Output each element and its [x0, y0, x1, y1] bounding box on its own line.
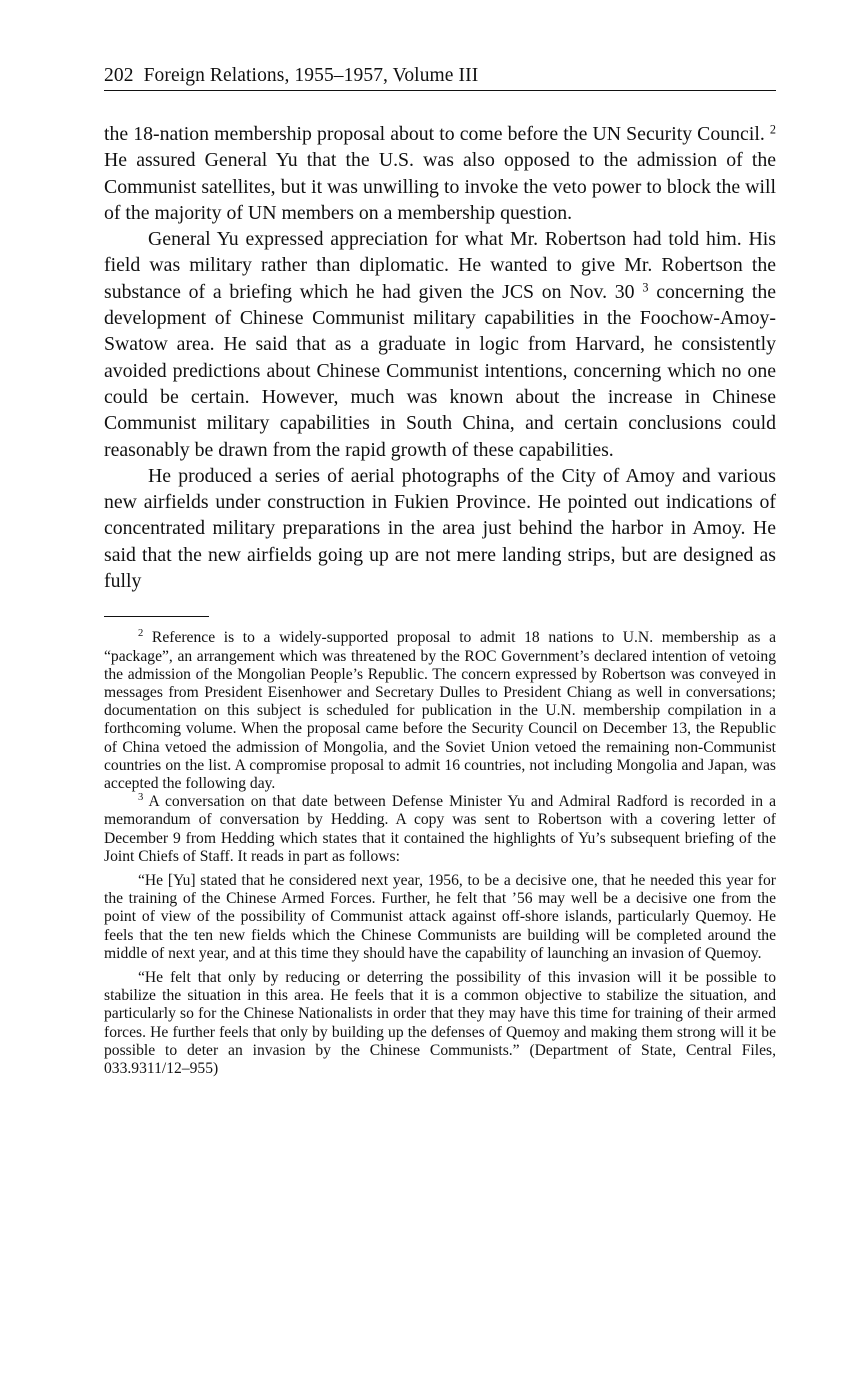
- page-number: 202: [104, 65, 134, 86]
- document-page: [104, 64, 776, 1078]
- footnote-divider: [104, 616, 209, 617]
- volume-title: Foreign Relations, 1955–1957, Volume III: [143, 65, 479, 86]
- footnote-ref-2[interactable]: 2: [769, 122, 776, 137]
- footnote-3: [104, 793, 776, 866]
- footnote-ref-3[interactable]: 3: [642, 280, 649, 295]
- footnote-2: [104, 629, 776, 793]
- paragraph-1: [104, 121, 776, 226]
- footnote-2-marker: 2: [138, 628, 144, 640]
- footnote-2-text: Reference is to a widely-supported proposal to admit 18 nations to U.N. membership as a “package”, an arrangement which was threatened by the ROC Government’s declared intention of vetoing the admission of the Mongolian People’s Republic. The concern expressed by Robertson was conveyed in messages from President Eisenhower and Secretary Dulles to President Chiang as well in conversations; documentation on this subject is scheduled for publication in the U.N. membership compilation in a forthcoming volume. When the proposal came before the Security Council on December 13, the Republic of China vetoed the admission of Mongolia, and the Soviet Union vetoed the remaining non-Communist countries on the list. A compromise proposal to admit 16 countries, not including Mongolia and Japan, was accepted the following day.: [104, 629, 776, 792]
- footnote-3-text: A conversation on that date between Defense Minister Yu and Admiral Radford is recorded in a memorandum of conversation by Hedding. A copy was sent to Robertson with a covering letter of December 9 from Hedding which states that it contained the highlights of Yu’s subsequent briefing of the Joint Chiefs of Staff. It reads in part as follows:: [104, 793, 776, 865]
- running-head: [104, 64, 776, 91]
- footnote-3-marker: 3: [138, 792, 144, 804]
- paragraph-1-text-a: the 18-nation membership proposal about to come before the UN Security Council.: [104, 123, 765, 145]
- paragraph-2: [104, 226, 776, 463]
- paragraph-3: He produced a series of aerial photographs of the City of Amoy and various new airfields under construction in Fukien Province. He pointed out indications of concentrated military preparations in the area just behind the harbor in Amoy. He said that the new airfields going up are not mere landing strips, but are designed as fully: [104, 464, 776, 593]
- footnote-3-quote-1: “He [Yu] stated that he considered next year, 1956, to be a decisive one, that he needed this year for the training of the Chinese Armed Forces. Further, he felt that ’56 may well be a decisive one from the point of view of the possibility of Communist attack against off-shore islands, particularly Quemoy. He feels that the ten new fields which the Chinese Communists are building will be completed around the middle of next year, and at this time they should have the capability of launching an invasion of Quemoy.: [104, 871, 776, 962]
- paragraph-2-text-b: concerning the development of Chinese Communist military capabilities in the Foochow-Amoy-Swatow area. He said that as a graduate in logic from Harvard, he consistently avoided predictions about Chinese Communist intentions, concerning which no one could be certain. However, much was known about the increase in Chinese Communist military capabilities in South China, and certain conclusions could reasonably be drawn from the rapid growth of these capabilities.: [104, 280, 776, 461]
- paragraph-2-text-a: General Yu expressed appreciation for what Mr. Robertson had told him. His field was military rather than diplomatic. He wanted to give Mr. Robertson the substance of a briefing which he had given the JCS on Nov. 30: [104, 228, 776, 303]
- footnote-3-quote-2: “He felt that only by reducing or deterring the possibility of this invasion will it be possible to stabilize the situation in this area. He feels that it is a common objective to stabilize the situation, and particularly so for the Chinese Nationalists in order that they may have this time for training of their armed forces. He further feels that only by building up the defenses of Quemoy and making them strong will it be possible to deter an invasion by the Chinese Communists.” (Department of State, Central Files, 033.9311/12–955): [104, 969, 776, 1078]
- body-text: [104, 121, 776, 594]
- footnotes: [104, 629, 776, 1078]
- paragraph-1-text-b: He assured General Yu that the U.S. was also opposed to the admission of the Communist satellites, but it was unwilling to invoke the veto power to block the will of the majority of UN members on a membership question.: [104, 149, 776, 224]
